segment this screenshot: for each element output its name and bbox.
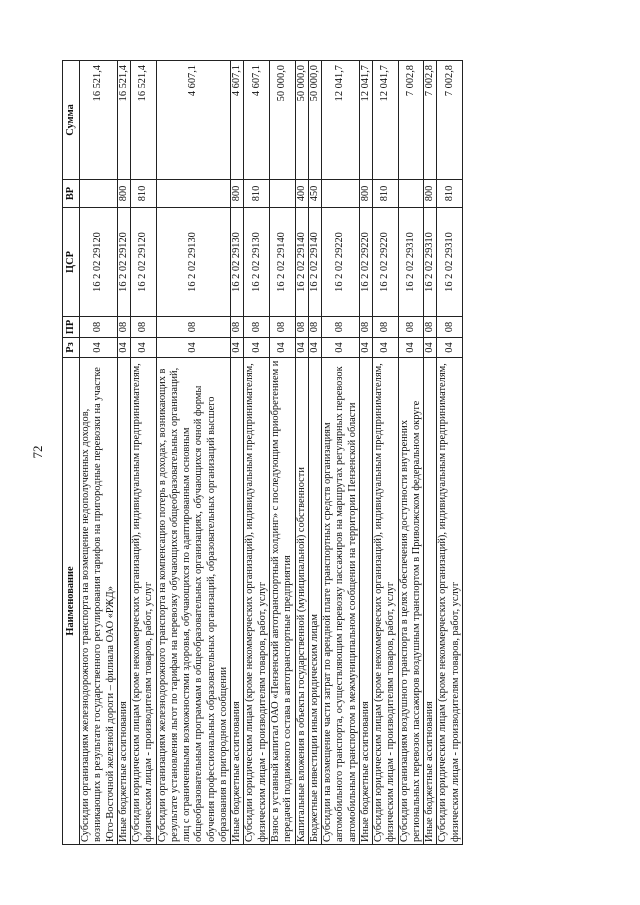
cell-rz: 04 — [80, 338, 118, 358]
table-row — [322, 61, 360, 845]
cell-rz: 04 — [322, 338, 360, 358]
cell-sum: 16 521,4 — [131, 61, 157, 180]
table-row — [156, 61, 231, 845]
cell-name: Иные бюджетные ассигнования — [359, 358, 372, 845]
table-row — [295, 61, 308, 845]
cell-sum: 4 607,1 — [156, 61, 231, 180]
cell-pr: 08 — [437, 317, 463, 338]
table-row — [373, 61, 399, 845]
cell-csr: 16 2 02 29130 — [156, 208, 231, 317]
cell-rz: 04 — [244, 338, 270, 358]
cell-csr: 16 2 02 29130 — [244, 208, 270, 317]
cell-vr: 800 — [359, 180, 372, 208]
cell-pr: 08 — [231, 317, 244, 338]
cell-vr — [322, 180, 360, 208]
header-pr: ПР — [63, 317, 80, 338]
cell-vr: 800 — [424, 180, 437, 208]
cell-rz: 04 — [308, 338, 321, 358]
cell-sum: 12 041,7 — [322, 61, 360, 180]
cell-vr: 810 — [131, 180, 157, 208]
cell-csr: 16 2 02 29220 — [359, 208, 372, 317]
cell-name: Иные бюджетные ассигнования — [117, 358, 130, 845]
cell-pr: 08 — [424, 317, 437, 338]
table-row — [424, 61, 437, 845]
cell-name: Субсидии юридическим лицам (кроме некоммерческих организаций), индивидуальным предпринимателям, физическим лицам - производителям товаров, работ, услуг — [373, 358, 399, 845]
cell-sum: 16 521,4 — [117, 61, 130, 180]
cell-name: Субсидии организациям железнодорожного транспорта на компенсацию потерь в доходах, возникающих в результате установления льгот по тарифам на перевозку обучающихся общеобразовательных организаций, лиц с ограниченными возможностями здоровья, обучающихся по адаптированным основным общеобразовательным программам в общеобразовательных организациях, обучающихся очной формы обучения профессиональных образовательных организаций, образовательных организаций высшего образования в пригородном сообщении — [156, 358, 231, 845]
cell-vr: 800 — [117, 180, 130, 208]
cell-sum: 4 607,1 — [244, 61, 270, 180]
cell-csr: 16 2 02 29140 — [295, 208, 308, 317]
cell-sum: 7 002,8 — [424, 61, 437, 180]
cell-csr: 16 2 02 29120 — [131, 208, 157, 317]
table-row — [308, 61, 321, 845]
table-row — [231, 61, 244, 845]
cell-vr: 400 — [295, 180, 308, 208]
cell-rz: 04 — [437, 338, 463, 358]
header-sum: Сумма — [63, 61, 80, 180]
cell-name: Иные бюджетные ассигнования — [424, 358, 437, 845]
cell-csr: 16 2 02 29310 — [424, 208, 437, 317]
cell-vr: 810 — [373, 180, 399, 208]
cell-name: Взнос в уставный капитал ОАО «Пензенский автотранспортный холдинг» с последующим приобретением и передачей подвижного состава в автотранспортные предприятия — [269, 358, 295, 845]
cell-vr: 810 — [244, 180, 270, 208]
cell-pr: 08 — [295, 317, 308, 338]
cell-sum: 50 000,0 — [295, 61, 308, 180]
rotated-page — [62, 61, 578, 845]
cell-csr: 16 2 02 29310 — [398, 208, 424, 317]
table-row — [244, 61, 270, 845]
cell-pr: 08 — [131, 317, 157, 338]
cell-rz: 04 — [373, 338, 399, 358]
table-row — [80, 61, 118, 845]
header-vr: ВР — [63, 180, 80, 208]
table-row — [437, 61, 463, 845]
table-row — [269, 61, 295, 845]
cell-name: Субсидии на возмещение части затрат по арендной плате транспортных средств организациям автомобильного транспорта, осуществляющим перевозку пассажиров на маршрутах регулярных перевозок автомобильным транспортом в межмуниципальном сообщении на территории Пензенской области — [322, 358, 360, 845]
cell-rz: 04 — [131, 338, 157, 358]
cell-sum: 16 521,4 — [80, 61, 118, 180]
header-rz: Рз — [63, 338, 80, 358]
cell-pr: 08 — [244, 317, 270, 338]
cell-pr: 08 — [398, 317, 424, 338]
cell-rz: 04 — [269, 338, 295, 358]
cell-sum: 50 000,0 — [269, 61, 295, 180]
cell-pr: 08 — [117, 317, 130, 338]
table-row — [359, 61, 372, 845]
cell-name: Субсидии организациям воздушного транспорта в целях обеспечения доступности внутренних региональных перевозок пассажиров воздушным транспортом в Приволжском федеральном округе — [398, 358, 424, 845]
cell-pr: 08 — [308, 317, 321, 338]
budget-table — [62, 60, 463, 845]
header-csr: ЦСР — [63, 208, 80, 317]
cell-sum: 7 002,8 — [437, 61, 463, 180]
cell-sum: 12 041,7 — [373, 61, 399, 180]
cell-name: Капитальные вложения в объекты государственной (муниципальной) собственности — [295, 358, 308, 845]
cell-csr: 16 2 02 29220 — [322, 208, 360, 317]
table-row — [398, 61, 424, 845]
cell-csr: 16 2 02 29310 — [437, 208, 463, 317]
header-name: Наименование — [63, 358, 80, 845]
cell-vr: 800 — [231, 180, 244, 208]
cell-pr: 08 — [269, 317, 295, 338]
cell-pr: 08 — [359, 317, 372, 338]
table-row — [117, 61, 130, 845]
cell-vr: 450 — [308, 180, 321, 208]
cell-csr: 16 2 02 29130 — [231, 208, 244, 317]
cell-name: Субсидии организациям железнодорожного транспорта на возмещение недополученных доходов, возникающих в результате государственного регулирования тарифов на пригородные перевозки на участке Юго-Восточной железной дороги – филиала ОАО «РЖД» — [80, 358, 118, 845]
cell-csr: 16 2 02 29140 — [269, 208, 295, 317]
cell-rz: 04 — [117, 338, 130, 358]
table-header-row — [63, 61, 80, 845]
cell-pr: 08 — [373, 317, 399, 338]
cell-pr: 08 — [156, 317, 231, 338]
cell-vr — [398, 180, 424, 208]
cell-rz: 04 — [156, 338, 231, 358]
cell-sum: 12 041,7 — [359, 61, 372, 180]
cell-csr: 16 2 02 29220 — [373, 208, 399, 317]
cell-name: Субсидии юридическим лицам (кроме некоммерческих организаций), индивидуальным предпринимателям, физическим лицам - производителям товаров, работ, услуг — [437, 358, 463, 845]
cell-rz: 04 — [398, 338, 424, 358]
cell-vr — [269, 180, 295, 208]
cell-sum: 4 607,1 — [231, 61, 244, 180]
cell-vr — [80, 180, 118, 208]
cell-sum: 50 000,0 — [308, 61, 321, 180]
cell-rz: 04 — [295, 338, 308, 358]
cell-vr — [156, 180, 231, 208]
cell-csr: 16 2 02 29140 — [308, 208, 321, 317]
cell-rz: 04 — [359, 338, 372, 358]
cell-pr: 08 — [80, 317, 118, 338]
cell-rz: 04 — [424, 338, 437, 358]
cell-rz: 04 — [231, 338, 244, 358]
cell-csr: 16 2 02 29120 — [80, 208, 118, 317]
cell-name: Субсидии юридическим лицам (кроме некоммерческих организаций), индивидуальным предпринимателям, физическим лицам - производителям товаров, работ, услуг — [131, 358, 157, 845]
cell-pr: 08 — [322, 317, 360, 338]
cell-sum: 7 002,8 — [398, 61, 424, 180]
table-row — [131, 61, 157, 845]
cell-name: Иные бюджетные ассигнования — [231, 358, 244, 845]
cell-vr: 810 — [437, 180, 463, 208]
page-number: 72 — [30, 445, 45, 459]
cell-name: Бюджетные инвестиции иным юридическим лицам — [308, 358, 321, 845]
cell-name: Субсидии юридическим лицам (кроме некоммерческих организаций), индивидуальным предпринимателям, физическим лицам - производителям товаров, работ, услуг — [244, 358, 270, 845]
cell-csr: 16 2 02 29120 — [117, 208, 130, 317]
